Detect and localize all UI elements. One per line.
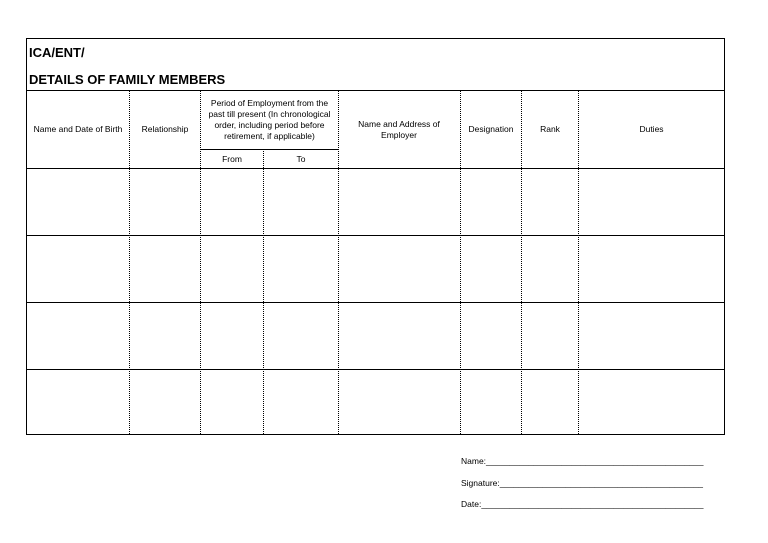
form-title: DETAILS OF FAMILY MEMBERS: [29, 72, 226, 87]
header-from: From: [222, 153, 242, 164]
table-row[interactable]: [27, 169, 724, 235]
table-row[interactable]: [27, 236, 724, 302]
header-rank: Rank: [540, 124, 560, 134]
header-to: To: [296, 153, 306, 164]
family-members-form: [26, 38, 725, 435]
header-relationship: Relationship: [141, 124, 189, 134]
signature-field[interactable]: Signature:___________________________________________: [461, 478, 704, 488]
form-reference: ICA/ENT/: [29, 45, 85, 60]
header-employer: Name and Address of Employer: [358, 118, 440, 140]
date-field[interactable]: Date:_______________________________________________: [461, 499, 704, 509]
table-row[interactable]: [27, 370, 724, 434]
header-duties: Duties: [639, 124, 664, 134]
name-field[interactable]: Name:______________________________________________: [461, 456, 704, 466]
table-row[interactable]: [27, 303, 724, 369]
header-period-of-employment: Period of Employment from the past till present (In chronological order, including period before retirement, if applicable): [208, 98, 331, 141]
header-designation: Designation: [468, 124, 514, 134]
header-name-dob: Name and Date of Birth: [33, 124, 123, 134]
